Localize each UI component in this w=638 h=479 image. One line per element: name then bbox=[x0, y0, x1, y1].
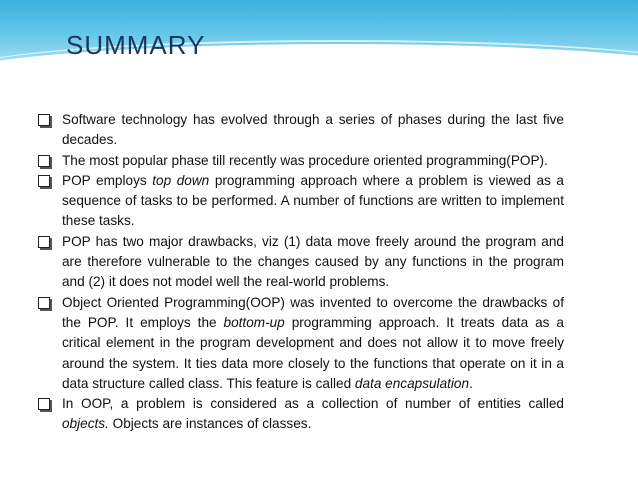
bullet-italic-text: bottom-up bbox=[223, 314, 285, 330]
bullet-item bbox=[38, 394, 564, 435]
checkbox-bullet-icon bbox=[38, 297, 50, 309]
bullet-item bbox=[38, 232, 564, 293]
bullet-text: Objects are instances of classes. bbox=[108, 416, 312, 432]
bullet-item bbox=[38, 293, 564, 394]
bullet-text: programming approach where a problem is viewed as a sequence of tasks to be performed. A number of functions are written to implement these tasks. bbox=[62, 172, 564, 229]
bullet-text: The most popular phase till recently was procedure oriented programming(POP). bbox=[62, 152, 548, 168]
bullet-text: . bbox=[469, 375, 473, 391]
bullet-italic-text: data encapsulation bbox=[354, 375, 470, 391]
bullet-text: programming approach. It treats data as a critical element in the program development and does not allow it to move freely around the system. It ties data more closely to the functions that operate on it in a data structure called class. This feature is called bbox=[62, 314, 564, 391]
slide-title: SUMMARY bbox=[66, 30, 206, 60]
bullet-text: Software technology has evolved through a series of phases during the last five decades. bbox=[62, 112, 564, 148]
bullet-list bbox=[38, 110, 564, 435]
bullet-item bbox=[38, 171, 564, 232]
bullet-text: POP has two major drawbacks, viz (1) data move freely around the program and are therefore vulnerable to the changes caused by any functions in the program and (2) it does not model well the real-world problems. bbox=[62, 233, 564, 290]
checkbox-bullet-icon bbox=[38, 114, 50, 126]
bullet-italic-text: objects. bbox=[62, 416, 109, 432]
checkbox-bullet-icon bbox=[38, 398, 50, 410]
bullet-item bbox=[38, 151, 564, 171]
bullet-text: Object Oriented Programming(OOP) was invented to overcome the drawbacks of the POP. It employs the bbox=[62, 294, 564, 330]
checkbox-bullet-icon bbox=[38, 175, 50, 187]
bullet-italic-text: top down bbox=[152, 172, 210, 188]
bullet-text: In OOP, a problem is considered as a collection of number of entities called bbox=[62, 396, 564, 412]
bullet-text: POP employs bbox=[62, 172, 153, 188]
checkbox-bullet-icon bbox=[38, 236, 50, 248]
checkbox-bullet-icon bbox=[38, 155, 50, 167]
bullet-item bbox=[38, 110, 564, 151]
